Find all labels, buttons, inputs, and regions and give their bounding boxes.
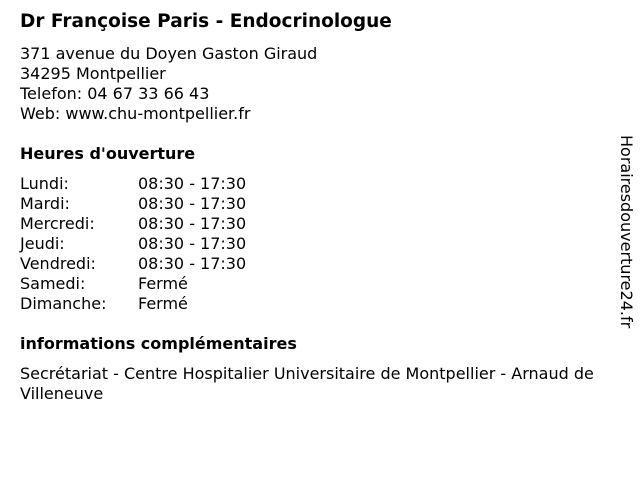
day-label: Mercredi: bbox=[20, 214, 95, 233]
hours-row-thursday bbox=[20, 234, 246, 254]
opening-hours-heading: Heures d'ouverture bbox=[20, 144, 196, 163]
city: 34295 Montpellier bbox=[20, 64, 166, 83]
day-hours: 08:30 - 17:30 bbox=[138, 214, 247, 233]
page-title: Dr Françoise Paris - Endocrinologue bbox=[20, 11, 392, 32]
day-hours: Fermé bbox=[138, 294, 188, 313]
additional-info-heading: informations complémentaires bbox=[20, 334, 297, 353]
site-brand-vertical: Horairesdouverture24.fr bbox=[617, 135, 636, 329]
day-label: Samedi: bbox=[20, 274, 86, 293]
hours-row-tuesday bbox=[20, 194, 246, 214]
hours-row-saturday bbox=[20, 274, 246, 294]
day-hours: 08:30 - 17:30 bbox=[138, 234, 247, 253]
day-label: Lundi: bbox=[20, 174, 69, 193]
hours-row-wednesday bbox=[20, 214, 246, 234]
phone-number: Telefon: 04 67 33 66 43 bbox=[20, 84, 210, 103]
hours-row-friday bbox=[20, 254, 246, 274]
day-hours: Fermé bbox=[138, 274, 188, 293]
additional-info-text: Secrétariat - Centre Hospitalier Universitaire de Montpellier - Arnaud de Villeneuve bbox=[20, 364, 594, 403]
day-label: Mardi: bbox=[20, 194, 70, 213]
day-hours: 08:30 - 17:30 bbox=[138, 174, 247, 193]
hours-row-sunday bbox=[20, 294, 246, 314]
day-label: Jeudi: bbox=[20, 234, 65, 253]
opening-hours-table bbox=[20, 174, 246, 314]
website: Web: www.chu-montpellier.fr bbox=[20, 104, 251, 123]
day-label: Vendredi: bbox=[20, 254, 96, 273]
day-hours: 08:30 - 17:30 bbox=[138, 194, 247, 213]
day-hours: 08:30 - 17:30 bbox=[138, 254, 247, 273]
day-label: Dimanche: bbox=[20, 294, 107, 313]
address-block bbox=[20, 44, 317, 124]
hours-row-monday bbox=[20, 174, 246, 194]
street-address: 371 avenue du Doyen Gaston Giraud bbox=[20, 44, 318, 63]
